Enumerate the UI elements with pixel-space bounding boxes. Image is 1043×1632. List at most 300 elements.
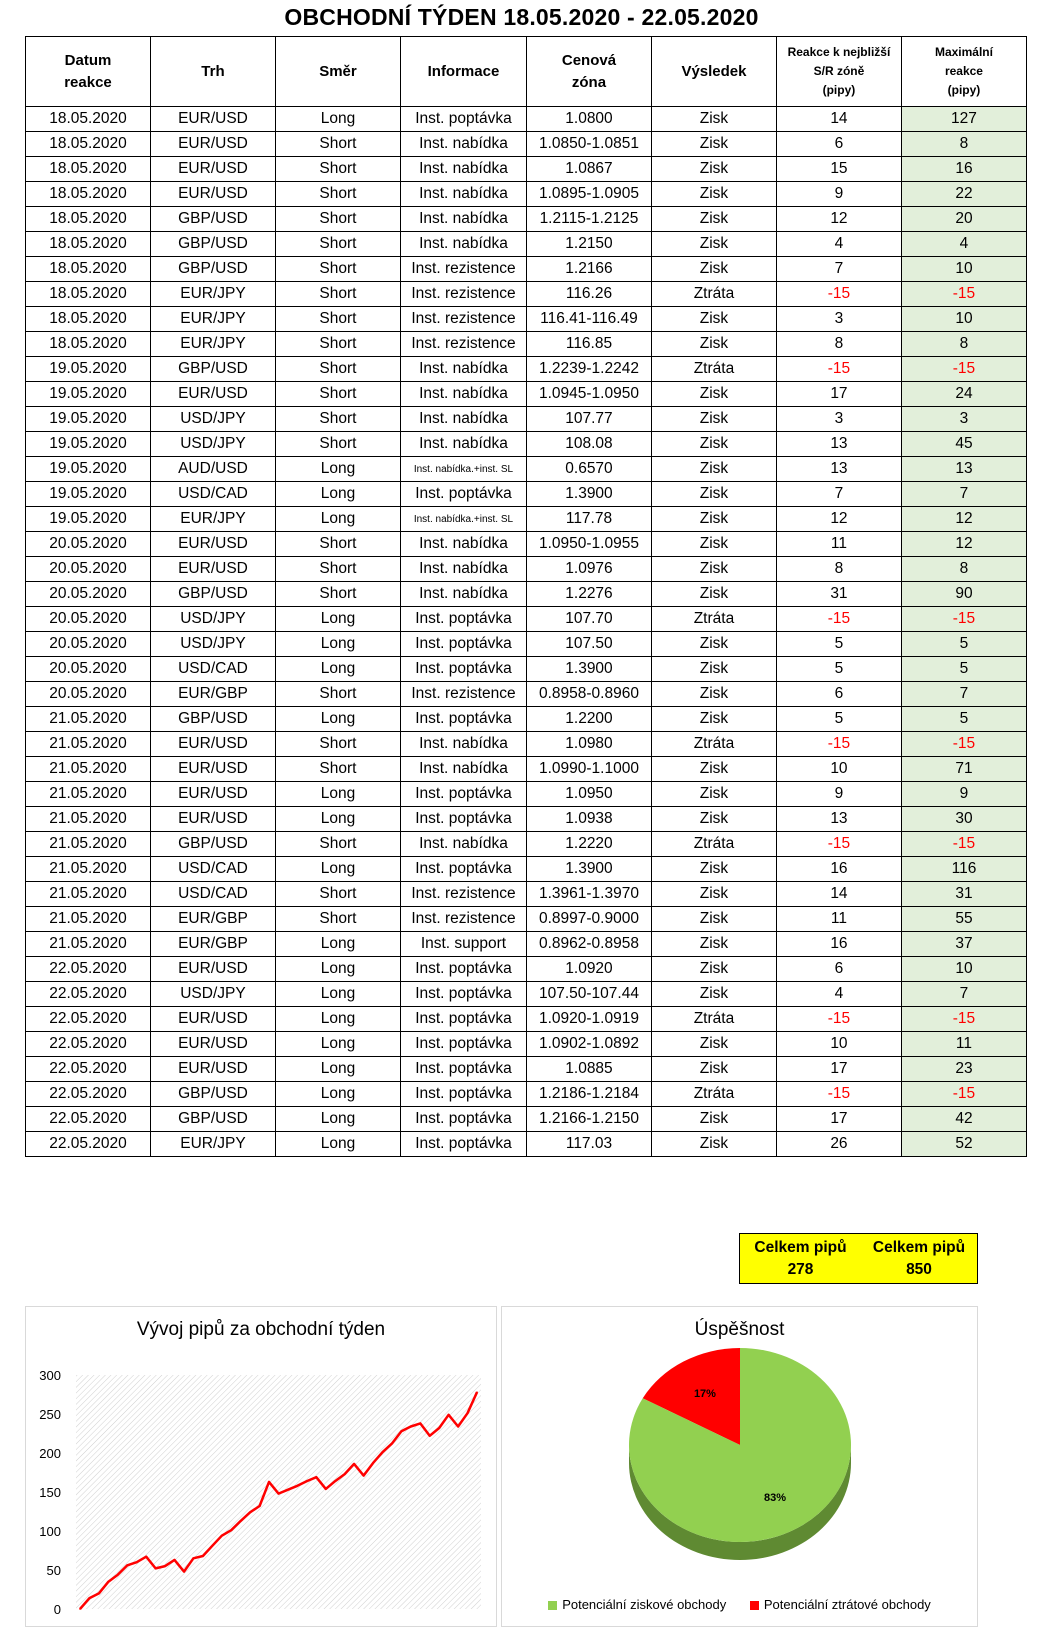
cell-vysledek: Zisk <box>651 557 776 582</box>
cell-vysledek: Zisk <box>651 1032 776 1057</box>
cell-trh: GBP/USD <box>150 357 275 382</box>
cell-datum: 21.05.2020 <box>26 757 151 782</box>
data-point <box>429 1435 431 1437</box>
cell-smer: Long <box>275 1107 400 1132</box>
table-row <box>26 482 1027 507</box>
table-row <box>26 382 1027 407</box>
cell-reakce: 11 <box>776 907 901 932</box>
cell-smer: Short <box>275 532 400 557</box>
cell-trh: EUR/JPY <box>150 307 275 332</box>
header-max: Maximální reakce (pipy) <box>901 37 1026 107</box>
cell-max: 127 <box>901 107 1026 132</box>
cell-vysledek: Zisk <box>651 257 776 282</box>
cell-reakce: 17 <box>776 1107 901 1132</box>
cell-datum: 21.05.2020 <box>26 932 151 957</box>
cell-smer: Short <box>275 307 400 332</box>
cell-datum: 19.05.2020 <box>26 357 151 382</box>
cell-trh: USD/JPY <box>150 607 275 632</box>
cell-reakce: -15 <box>776 832 901 857</box>
cell-smer: Short <box>275 907 400 932</box>
cell-reakce: 16 <box>776 932 901 957</box>
cell-reakce: 6 <box>776 957 901 982</box>
cell-informace: Inst. rezistence <box>400 882 526 907</box>
cell-trh: GBP/USD <box>150 1107 275 1132</box>
table-row <box>26 157 1027 182</box>
cell-informace: Inst. rezistence <box>400 257 526 282</box>
cell-datum: 18.05.2020 <box>26 257 151 282</box>
cell-reakce: -15 <box>776 732 901 757</box>
cell-trh: EUR/USD <box>150 132 275 157</box>
cell-zona: 116.41-116.49 <box>526 307 651 332</box>
cell-informace: Inst. poptávka <box>400 482 526 507</box>
cell-zona: 1.0980 <box>526 732 651 757</box>
data-point <box>155 1568 157 1570</box>
y-tick-label: 250 <box>39 1407 61 1422</box>
cell-vysledek: Ztráta <box>651 732 776 757</box>
cell-max: -15 <box>901 732 1026 757</box>
table-row <box>26 507 1027 532</box>
total-reakce-label: Celkem pipů <box>754 1239 847 1256</box>
cell-trh: EUR/JPY <box>150 332 275 357</box>
cell-max: 71 <box>901 757 1026 782</box>
cell-trh: USD/CAD <box>150 482 275 507</box>
table-row <box>26 832 1027 857</box>
cell-informace: Inst. poptávka <box>400 857 526 882</box>
cell-reakce: 15 <box>776 157 901 182</box>
line-chart-title: Vývoj pipů za obchodní týden <box>136 1319 386 1340</box>
cell-informace: Inst. nabídka <box>400 232 526 257</box>
pie-label-loss: 17% <box>693 1388 716 1401</box>
cell-reakce: 9 <box>776 782 901 807</box>
pie-chart-title: Úspěšnost <box>694 1319 785 1340</box>
cell-reakce: -15 <box>776 1082 901 1107</box>
cell-vysledek: Ztráta <box>651 1007 776 1032</box>
cell-vysledek: Zisk <box>651 707 776 732</box>
cell-vysledek: Zisk <box>651 957 776 982</box>
cell-datum: 19.05.2020 <box>26 482 151 507</box>
cell-smer: Long <box>275 107 400 132</box>
cell-max: -15 <box>901 832 1026 857</box>
cell-datum: 20.05.2020 <box>26 557 151 582</box>
cell-zona: 1.3900 <box>526 657 651 682</box>
cell-zona: 0.8997-0.9000 <box>526 907 651 932</box>
data-point <box>316 1476 318 1478</box>
cell-reakce: 10 <box>776 757 901 782</box>
table-row <box>26 232 1027 257</box>
cell-vysledek: Zisk <box>651 332 776 357</box>
cell-vysledek: Zisk <box>651 182 776 207</box>
cell-vysledek: Zisk <box>651 382 776 407</box>
cell-datum: 20.05.2020 <box>26 632 151 657</box>
data-point <box>410 1426 412 1428</box>
cell-smer: Short <box>275 682 400 707</box>
cell-trh: USD/CAD <box>150 857 275 882</box>
cell-reakce: 5 <box>776 707 901 732</box>
pie-chart <box>502 1307 977 1587</box>
cell-max: 12 <box>901 532 1026 557</box>
cell-datum: 18.05.2020 <box>26 207 151 232</box>
data-point <box>98 1593 100 1595</box>
cell-reakce: 5 <box>776 657 901 682</box>
cell-vysledek: Zisk <box>651 907 776 932</box>
cell-max: 8 <box>901 557 1026 582</box>
cell-reakce: 3 <box>776 407 901 432</box>
cell-max: 5 <box>901 707 1026 732</box>
cell-datum: 18.05.2020 <box>26 307 151 332</box>
cell-informace: Inst. poptávka <box>400 632 526 657</box>
cell-smer: Long <box>275 482 400 507</box>
data-point <box>363 1475 365 1477</box>
cell-reakce: 16 <box>776 857 901 882</box>
cell-informace: Inst. nabídka <box>400 432 526 457</box>
cell-smer: Long <box>275 957 400 982</box>
cell-trh: EUR/USD <box>150 757 275 782</box>
table-row <box>26 1057 1027 1082</box>
cell-reakce: 12 <box>776 207 901 232</box>
cell-informace: Inst. support <box>400 932 526 957</box>
cell-max: 7 <box>901 682 1026 707</box>
header-vysledek: Výsledek <box>651 37 776 107</box>
cell-max: 90 <box>901 582 1026 607</box>
cell-max: -15 <box>901 357 1026 382</box>
cell-zona: 1.2115-1.2125 <box>526 207 651 232</box>
cell-zona: 1.0950-1.0955 <box>526 532 651 557</box>
cell-max: 45 <box>901 432 1026 457</box>
cell-smer: Long <box>275 1132 400 1157</box>
cell-zona: 1.0945-1.0950 <box>526 382 651 407</box>
data-point <box>438 1427 440 1429</box>
table-row <box>26 532 1027 557</box>
total-max-value: 850 <box>906 1261 932 1278</box>
legend-item-loss <box>750 1597 931 1612</box>
data-point <box>145 1556 147 1558</box>
total-reakce-cell <box>739 1233 862 1284</box>
cell-trh: EUR/USD <box>150 957 275 982</box>
cell-datum: 22.05.2020 <box>26 1032 151 1057</box>
cell-smer: Long <box>275 507 400 532</box>
cell-informace: Inst. nabídka <box>400 382 526 407</box>
legend-label-loss: Potenciální ztrátové obchody <box>763 1597 931 1612</box>
cell-informace: Inst. poptávka <box>400 657 526 682</box>
legend-label-win: Potenciální ziskové obchody <box>562 1597 727 1612</box>
cell-informace: Inst. poptávka <box>400 807 526 832</box>
cell-smer: Short <box>275 582 400 607</box>
cell-vysledek: Zisk <box>651 932 776 957</box>
data-point <box>164 1565 166 1567</box>
cell-datum: 22.05.2020 <box>26 1132 151 1157</box>
cell-trh: EUR/USD <box>150 1057 275 1082</box>
cell-smer: Long <box>275 932 400 957</box>
pie-legend <box>502 1597 977 1612</box>
cell-reakce: 4 <box>776 982 901 1007</box>
data-point <box>344 1473 346 1475</box>
header-zona: Cenová zóna <box>526 37 651 107</box>
cell-zona: 1.0920-1.0919 <box>526 1007 651 1032</box>
cell-zona: 1.0990-1.1000 <box>526 757 651 782</box>
cell-max: 8 <box>901 332 1026 357</box>
table-row <box>26 1107 1027 1132</box>
cell-max: 7 <box>901 482 1026 507</box>
cell-zona: 0.8958-0.8960 <box>526 682 651 707</box>
cell-datum: 19.05.2020 <box>26 457 151 482</box>
data-point <box>334 1480 336 1482</box>
table-row <box>26 907 1027 932</box>
cell-max: 12 <box>901 507 1026 532</box>
data-point <box>325 1488 327 1490</box>
cell-datum: 21.05.2020 <box>26 907 151 932</box>
cell-datum: 22.05.2020 <box>26 1082 151 1107</box>
cell-informace: Inst. poptávka <box>400 1032 526 1057</box>
cell-trh: GBP/USD <box>150 257 275 282</box>
cell-datum: 20.05.2020 <box>26 607 151 632</box>
cell-informace: Inst. nabídka.+inst. SL <box>400 507 526 532</box>
y-tick-label: 200 <box>39 1446 61 1461</box>
line-chart <box>26 1307 496 1626</box>
data-point <box>136 1561 138 1563</box>
cell-informace: Inst. nabídka <box>400 557 526 582</box>
cell-max: 5 <box>901 632 1026 657</box>
cell-zona: 108.08 <box>526 432 651 457</box>
data-point <box>79 1608 81 1610</box>
cell-reakce: 17 <box>776 1057 901 1082</box>
cell-max: 23 <box>901 1057 1026 1082</box>
cell-reakce: 14 <box>776 882 901 907</box>
cell-informace: Inst. poptávka <box>400 1007 526 1032</box>
cell-trh: EUR/USD <box>150 532 275 557</box>
cell-reakce: 31 <box>776 582 901 607</box>
table-row <box>26 857 1027 882</box>
cell-trh: GBP/USD <box>150 207 275 232</box>
cell-zona: 1.0885 <box>526 1057 651 1082</box>
data-point <box>174 1559 176 1561</box>
cell-trh: EUR/JPY <box>150 1132 275 1157</box>
cell-zona: 1.0850-1.0851 <box>526 132 651 157</box>
cell-trh: EUR/USD <box>150 557 275 582</box>
cell-datum: 20.05.2020 <box>26 582 151 607</box>
cell-trh: AUD/USD <box>150 457 275 482</box>
table-row <box>26 932 1027 957</box>
cell-informace: Inst. rezistence <box>400 682 526 707</box>
data-point <box>297 1485 299 1487</box>
cell-reakce: 8 <box>776 332 901 357</box>
cell-reakce: 13 <box>776 457 901 482</box>
table-row <box>26 182 1027 207</box>
cell-vysledek: Ztráta <box>651 1082 776 1107</box>
data-point <box>372 1462 374 1464</box>
cell-zona: 1.3900 <box>526 857 651 882</box>
data-point <box>401 1430 403 1432</box>
cell-smer: Short <box>275 382 400 407</box>
cell-datum: 21.05.2020 <box>26 707 151 732</box>
cell-max: 30 <box>901 807 1026 832</box>
cell-datum: 19.05.2020 <box>26 407 151 432</box>
cell-zona: 1.0895-1.0905 <box>526 182 651 207</box>
cell-reakce: -15 <box>776 1007 901 1032</box>
cell-trh: EUR/JPY <box>150 282 275 307</box>
cell-zona: 1.0920 <box>526 957 651 982</box>
cell-zona: 107.50 <box>526 632 651 657</box>
cell-max: 10 <box>901 257 1026 282</box>
cell-zona: 1.2186-1.2184 <box>526 1082 651 1107</box>
cell-smer: Long <box>275 1007 400 1032</box>
cell-datum: 19.05.2020 <box>26 382 151 407</box>
cell-trh: GBP/USD <box>150 1082 275 1107</box>
table-row <box>26 257 1027 282</box>
data-point <box>287 1489 289 1491</box>
table-row <box>26 407 1027 432</box>
table-row <box>26 1007 1027 1032</box>
cell-zona: 1.0867 <box>526 157 651 182</box>
cell-vysledek: Zisk <box>651 882 776 907</box>
cell-max: 8 <box>901 132 1026 157</box>
cell-reakce: 12 <box>776 507 901 532</box>
cell-zona: 1.2166 <box>526 257 651 282</box>
cell-datum: 20.05.2020 <box>26 657 151 682</box>
cell-reakce: 10 <box>776 1032 901 1057</box>
data-point <box>419 1423 421 1425</box>
cell-max: 16 <box>901 157 1026 182</box>
table-row <box>26 307 1027 332</box>
cell-smer: Short <box>275 432 400 457</box>
table-row <box>26 1132 1027 1157</box>
cell-datum: 21.05.2020 <box>26 807 151 832</box>
cell-informace: Inst. poptávka <box>400 707 526 732</box>
cell-smer: Short <box>275 232 400 257</box>
data-point <box>457 1426 459 1428</box>
cell-datum: 18.05.2020 <box>26 107 151 132</box>
cell-informace: Inst. poptávka <box>400 1107 526 1132</box>
cell-datum: 22.05.2020 <box>26 982 151 1007</box>
table-row <box>26 1082 1027 1107</box>
cell-trh: EUR/GBP <box>150 682 275 707</box>
cell-vysledek: Zisk <box>651 807 776 832</box>
table-row <box>26 207 1027 232</box>
data-point <box>391 1443 393 1445</box>
cell-trh: EUR/USD <box>150 157 275 182</box>
cell-reakce: 4 <box>776 232 901 257</box>
cell-smer: Long <box>275 857 400 882</box>
cell-datum: 22.05.2020 <box>26 1057 151 1082</box>
data-point <box>202 1555 204 1557</box>
total-max-cell <box>861 1233 978 1284</box>
data-point <box>306 1480 308 1482</box>
cell-informace: Inst. nabídka <box>400 132 526 157</box>
header-datum: Datum reakce <box>26 37 151 107</box>
cell-trh: USD/JPY <box>150 982 275 1007</box>
cell-zona: 1.2276 <box>526 582 651 607</box>
cell-informace: Inst. nabídka <box>400 407 526 432</box>
cell-informace: Inst. rezistence <box>400 332 526 357</box>
cell-zona: 107.50-107.44 <box>526 982 651 1007</box>
cell-informace: Inst. nabídka <box>400 157 526 182</box>
data-point <box>448 1414 450 1416</box>
data-point <box>476 1391 478 1393</box>
cell-zona: 1.0938 <box>526 807 651 832</box>
cell-reakce: 26 <box>776 1132 901 1157</box>
cell-vysledek: Zisk <box>651 782 776 807</box>
cell-reakce: 3 <box>776 307 901 332</box>
cell-zona: 0.6570 <box>526 457 651 482</box>
cell-trh: USD/CAD <box>150 657 275 682</box>
cell-informace: Inst. poptávka <box>400 982 526 1007</box>
data-point <box>212 1545 214 1547</box>
cell-vysledek: Zisk <box>651 432 776 457</box>
cell-datum: 22.05.2020 <box>26 1107 151 1132</box>
cell-zona: 116.26 <box>526 282 651 307</box>
cell-vysledek: Ztráta <box>651 357 776 382</box>
table-row <box>26 657 1027 682</box>
table-row <box>26 732 1027 757</box>
cell-max: 37 <box>901 932 1026 957</box>
cell-trh: EUR/USD <box>150 732 275 757</box>
cell-reakce: -15 <box>776 282 901 307</box>
cell-trh: EUR/GBP <box>150 907 275 932</box>
cell-max: 52 <box>901 1132 1026 1157</box>
cell-informace: Inst. nabídka.+inst. SL <box>400 457 526 482</box>
table-row <box>26 607 1027 632</box>
data-point <box>221 1535 223 1537</box>
cell-smer: Long <box>275 782 400 807</box>
cell-vysledek: Zisk <box>651 682 776 707</box>
cell-zona: 1.2166-1.2150 <box>526 1107 651 1132</box>
trades-body <box>26 107 1027 1157</box>
cell-vysledek: Zisk <box>651 132 776 157</box>
cell-smer: Long <box>275 807 400 832</box>
cell-max: 7 <box>901 982 1026 1007</box>
cell-smer: Long <box>275 1082 400 1107</box>
cell-datum: 21.05.2020 <box>26 732 151 757</box>
cell-vysledek: Zisk <box>651 1132 776 1157</box>
y-tick-label: 50 <box>46 1563 61 1578</box>
cell-datum: 18.05.2020 <box>26 182 151 207</box>
cell-informace: Inst. poptávka <box>400 1132 526 1157</box>
data-point <box>183 1571 185 1573</box>
cell-datum: 18.05.2020 <box>26 157 151 182</box>
cell-vysledek: Zisk <box>651 532 776 557</box>
cell-vysledek: Zisk <box>651 507 776 532</box>
cell-datum: 22.05.2020 <box>26 1007 151 1032</box>
cell-zona: 1.2239-1.2242 <box>526 357 651 382</box>
table-row <box>26 282 1027 307</box>
table-row <box>26 882 1027 907</box>
cell-zona: 1.0800 <box>526 107 651 132</box>
cell-zona: 1.2220 <box>526 832 651 857</box>
cell-reakce: 13 <box>776 432 901 457</box>
cell-smer: Short <box>275 732 400 757</box>
cell-informace: Inst. nabídka <box>400 207 526 232</box>
cell-zona: 1.2200 <box>526 707 651 732</box>
cell-max: -15 <box>901 607 1026 632</box>
header-informace: Informace <box>400 37 526 107</box>
cell-trh: GBP/USD <box>150 232 275 257</box>
cell-max: 9 <box>901 782 1026 807</box>
cell-trh: EUR/USD <box>150 182 275 207</box>
data-point <box>249 1511 251 1513</box>
cell-reakce: -15 <box>776 357 901 382</box>
table-row <box>26 332 1027 357</box>
cell-informace: Inst. nabídka <box>400 182 526 207</box>
cell-zona: 107.77 <box>526 407 651 432</box>
cell-vysledek: Zisk <box>651 657 776 682</box>
header-row <box>26 37 1027 107</box>
cell-zona: 117.03 <box>526 1132 651 1157</box>
cell-informace: Inst. nabídka <box>400 357 526 382</box>
data-point <box>230 1529 232 1531</box>
page-title: OBCHODNÍ TÝDEN 18.05.2020 - 22.05.2020 <box>284 4 759 30</box>
cell-max: 20 <box>901 207 1026 232</box>
cell-datum: 18.05.2020 <box>26 282 151 307</box>
cell-informace: Inst. rezistence <box>400 282 526 307</box>
